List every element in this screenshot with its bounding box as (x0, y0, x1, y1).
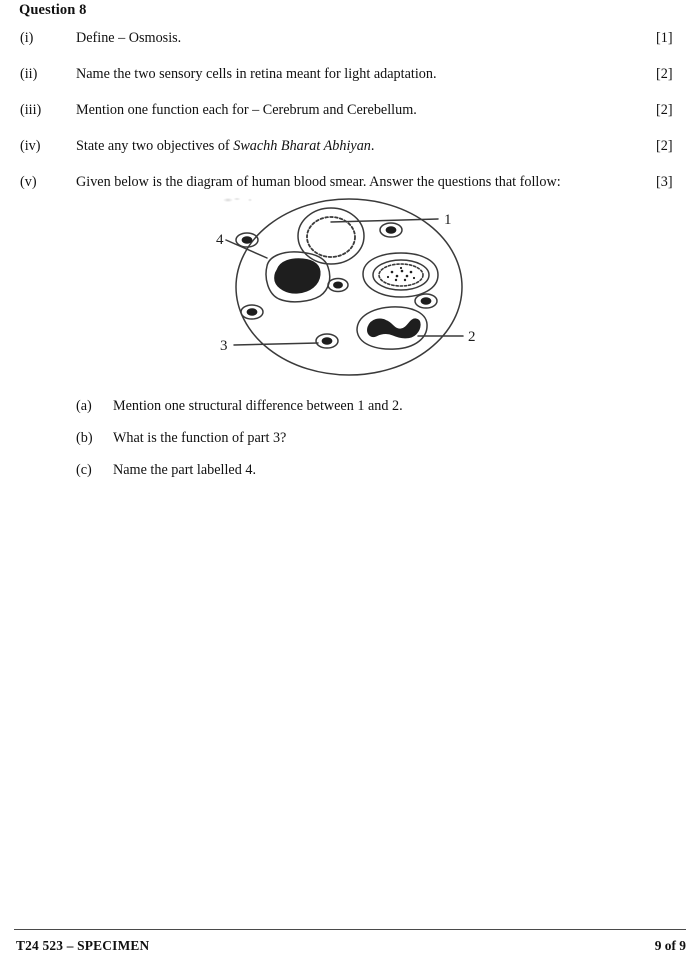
question-row-iii (0, 102, 700, 122)
diagram-label-4: 4 (216, 232, 224, 248)
monocyte-nucleus (275, 259, 320, 293)
question-number-iv: (iv) (20, 138, 41, 154)
eosinophil-granule-dots (387, 267, 415, 281)
question-number-ii: (ii) (20, 66, 38, 82)
subquestion-text-b: What is the function of part 3? (113, 430, 287, 446)
platelet-center (328, 279, 348, 292)
footer-divider (14, 929, 686, 930)
subquestion-number-b: (b) (76, 430, 93, 446)
platelet-labelled-3 (316, 334, 338, 348)
question-text-v: Given below is the diagram of human blood smear. Answer the questions that follow: (76, 174, 561, 190)
microscope-field-circle (236, 199, 462, 375)
question-text-iv-lead: State any two objectives of (76, 138, 234, 154)
question-marks-v: [3] (656, 174, 673, 190)
question-number-v: (v) (20, 174, 37, 190)
platelet-right-mid (415, 294, 437, 308)
platelet-upper-right (380, 223, 402, 237)
question-row-iv (0, 138, 700, 158)
neutrophil-nucleus (368, 319, 421, 338)
diagram-label-3: 3 (220, 338, 228, 354)
platelet-lower-left (241, 305, 263, 319)
question-number-i: (i) (20, 30, 34, 46)
question-row-ii (0, 66, 700, 86)
question-text-ii: Name the two sensory cells in retina meant for light adaptation. (76, 66, 437, 82)
diagram-label-2: 2 (468, 329, 476, 345)
blood-smear-diagram (205, 188, 495, 388)
subquestion-text-c: Name the part labelled 4. (113, 462, 256, 478)
subquestion-row-b (0, 430, 700, 450)
diagram-label-1: 1 (444, 212, 452, 228)
question-marks-iv: [2] (656, 138, 673, 154)
subquestion-row-c (0, 462, 700, 482)
question-marks-iii: [2] (656, 102, 673, 118)
subquestion-number-a: (a) (76, 398, 92, 414)
question-text-iv (76, 138, 636, 155)
subquestion-number-c: (c) (76, 462, 92, 478)
subquestion-row-a (0, 398, 700, 418)
question-marks-i: [1] (656, 30, 673, 46)
platelet-upper-left (236, 233, 258, 247)
question-text-iv-emphasis: Swachh Bharat Abhiyan (233, 138, 371, 154)
question-row-i (0, 30, 700, 50)
footer-paper-code: T24 523 – SPECIMEN (16, 938, 150, 953)
question-text-iii: Mention one function each for – Cerebrum and Cerebellum. (76, 102, 417, 118)
page-title: Question 8 (19, 2, 87, 18)
question-text-iv-tail: . (370, 138, 375, 154)
subquestion-text-a: Mention one structural difference between 1 and 2. (113, 398, 403, 414)
leader-line-3 (234, 343, 318, 345)
question-marks-ii: [2] (656, 66, 673, 82)
red-blood-cell-inner-rim (307, 217, 355, 257)
question-text-i: Define – Osmosis. (76, 30, 182, 46)
question-number-iii: (iii) (20, 102, 42, 118)
footer-page-number: 9 of 9 (654, 938, 686, 953)
